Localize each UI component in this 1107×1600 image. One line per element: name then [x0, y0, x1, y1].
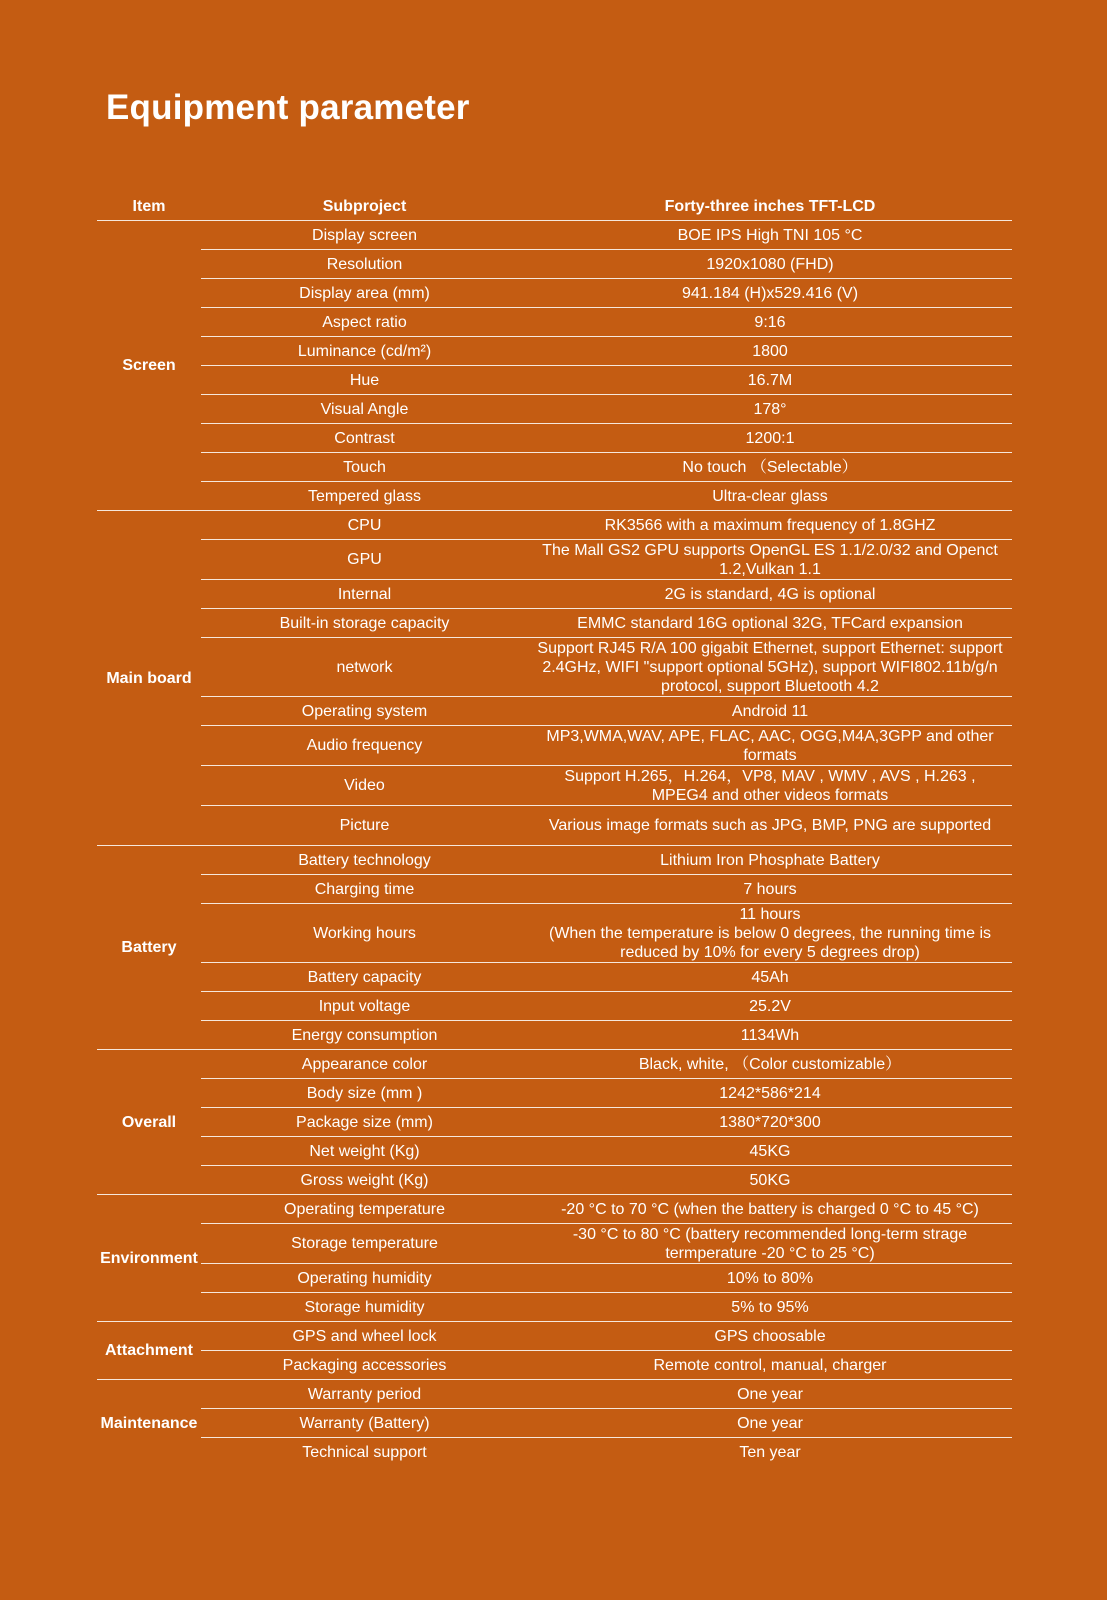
- subproject-cell: Contrast: [201, 424, 528, 453]
- value-cell: 7 hours: [528, 875, 1012, 904]
- subproject-cell: Storage temperature: [201, 1224, 528, 1264]
- subproject-cell: Working hours: [201, 904, 528, 963]
- subproject-cell: Display screen: [201, 221, 528, 250]
- table-row: [97, 1021, 1012, 1050]
- value-cell: The Mall GS2 GPU supports OpenGL ES 1.1/2.0/32 and Openct 1.2,Vulkan 1.1: [528, 540, 1012, 580]
- subproject-cell: Charging time: [201, 875, 528, 904]
- group-label: Overall: [97, 1050, 201, 1195]
- value-cell: No touch （Selectable）: [528, 453, 1012, 482]
- table-row: [97, 337, 1012, 366]
- table-row: [97, 992, 1012, 1021]
- value-cell: 178°: [528, 395, 1012, 424]
- header-item: Item: [97, 193, 201, 221]
- page-title: Equipment parameter: [106, 88, 470, 127]
- subproject-cell: Technical support: [302, 1443, 427, 1461]
- value-cell: 50KG: [528, 1166, 1012, 1195]
- group-label: Environment: [97, 1195, 201, 1322]
- subproject-cell: Audio frequency: [201, 726, 528, 766]
- value-cell: EMMC standard 16G optional 32G, TFCard expansion: [528, 609, 1012, 638]
- table-row: [97, 1322, 1012, 1351]
- table-row: [97, 1195, 1012, 1224]
- table-row: [97, 1264, 1012, 1293]
- value-cell: Android 11: [528, 697, 1012, 726]
- table-row: [97, 511, 1012, 540]
- value-cell: 25.2V: [528, 992, 1012, 1021]
- table-row: [97, 726, 1012, 766]
- value-cell: GPS choosable: [528, 1322, 1012, 1351]
- subproject-cell: network: [201, 638, 528, 697]
- subproject-cell: Internal: [201, 580, 528, 609]
- value-cell: Ultra-clear glass: [528, 482, 1012, 511]
- subproject-cell: GPS and wheel lock: [201, 1322, 528, 1351]
- value-cell: One year: [528, 1409, 1012, 1438]
- value-cell: Ten year: [739, 1443, 801, 1461]
- table-row: [97, 697, 1012, 726]
- value-cell: 1380*720*300: [528, 1108, 1012, 1137]
- subproject-cell: Display area (mm): [201, 279, 528, 308]
- value-cell: -30 °C to 80 °C (battery recommended long-term strage termperature -20 °C to 25 °C): [528, 1224, 1012, 1264]
- table-row: [97, 1137, 1012, 1166]
- table-row: [97, 424, 1012, 453]
- group-label: Battery: [97, 846, 201, 1050]
- value-cell: BOE IPS High TNI 105 °C: [528, 221, 1012, 250]
- table-row: [97, 250, 1012, 279]
- table-row: [97, 1380, 1012, 1409]
- subproject-cell: Appearance color: [201, 1050, 528, 1079]
- subproject-cell: Touch: [201, 453, 528, 482]
- table-row: [97, 1050, 1012, 1079]
- table-row: [97, 1166, 1012, 1195]
- value-cell: 9:16: [528, 308, 1012, 337]
- table-row: [97, 1224, 1012, 1264]
- table-row: [97, 540, 1012, 580]
- value-cell: 11 hours (When the temperature is below 0 degrees, the running time is reduced by 10% for every 5 degrees drop): [528, 904, 1012, 963]
- value-cell: One year: [528, 1380, 1012, 1409]
- spec-table: [97, 193, 1012, 1466]
- subproject-cell: Battery capacity: [201, 963, 528, 992]
- table-row: [97, 766, 1012, 806]
- value-cell: 45Ah: [528, 963, 1012, 992]
- table-row: [97, 279, 1012, 308]
- subproject-cell: Storage humidity: [201, 1293, 528, 1322]
- subproject-cell: Net weight (Kg): [201, 1137, 528, 1166]
- table-row: [97, 453, 1012, 482]
- subproject-cell: Warranty (Battery): [201, 1409, 528, 1438]
- subproject-cell: Energy consumption: [201, 1021, 528, 1050]
- value-cell: Support RJ45 R/A 100 gigabit Ethernet, support Ethernet: support 2.4GHz, WIFI "support optional 5GHz), support WIFI802.11b/g/n protocol, support Bluetooth 4.2: [528, 638, 1012, 697]
- table-row: [97, 366, 1012, 395]
- value-cell: 1200:1: [528, 424, 1012, 453]
- subproject-cell: Warranty period: [201, 1380, 528, 1409]
- group-label: Maintenance: [100, 1414, 198, 1432]
- table-row: [97, 846, 1012, 875]
- table-row: [97, 395, 1012, 424]
- value-cell: 941.184 (H)x529.416 (V): [528, 279, 1012, 308]
- subproject-cell: Operating system: [201, 697, 528, 726]
- table-row: [97, 1108, 1012, 1137]
- value-cell: MP3,WMA,WAV, APE, FLAC, AAC, OGG,M4A,3GPP and other formats: [528, 726, 1012, 766]
- group-label: Main board: [97, 511, 201, 846]
- group-label: Attachment: [97, 1322, 201, 1380]
- value-cell: 10% to 80%: [528, 1264, 1012, 1293]
- table-row: [97, 1409, 1012, 1438]
- subproject-cell: Input voltage: [201, 992, 528, 1021]
- subproject-cell: Aspect ratio: [201, 308, 528, 337]
- spec-table-body: [97, 221, 1012, 1467]
- value-cell: 16.7M: [528, 366, 1012, 395]
- group-label: Screen: [97, 221, 201, 511]
- value-cell: Remote control, manual, charger: [528, 1351, 1012, 1380]
- table-row: [97, 609, 1012, 638]
- subproject-cell: Operating humidity: [201, 1264, 528, 1293]
- value-cell: 1800: [528, 337, 1012, 366]
- subproject-cell: Picture: [201, 806, 528, 846]
- table-row: [97, 875, 1012, 904]
- value-cell: 2G is standard, 4G is optional: [528, 580, 1012, 609]
- subproject-cell: Resolution: [201, 250, 528, 279]
- value-cell: Support H.265，H.264，VP8, MAV , WMV , AVS , H.263 , MPEG4 and other videos formats: [528, 766, 1012, 806]
- subproject-cell: Operating temperature: [201, 1195, 528, 1224]
- table-row: [97, 482, 1012, 511]
- subproject-cell: Visual Angle: [201, 395, 528, 424]
- subproject-cell: Tempered glass: [201, 482, 528, 511]
- table-row: [97, 904, 1012, 963]
- table-row: [97, 221, 1012, 250]
- subproject-cell: Package size (mm): [201, 1108, 528, 1137]
- value-cell: Various image formats such as JPG, BMP, PNG are supported: [528, 806, 1012, 846]
- subproject-cell: Hue: [201, 366, 528, 395]
- subproject-cell: GPU: [201, 540, 528, 580]
- value-cell: 1134Wh: [528, 1021, 1012, 1050]
- table-row: [97, 308, 1012, 337]
- value-cell: 1920x1080 (FHD): [528, 250, 1012, 279]
- subproject-cell: Built-in storage capacity: [201, 609, 528, 638]
- table-row: [97, 963, 1012, 992]
- subproject-cell: Packaging accessories: [201, 1351, 528, 1380]
- table-row: [97, 1438, 1012, 1467]
- header-model: Forty-three inches TFT-LCD: [528, 193, 1012, 221]
- value-cell: Black, white, （Color customizable）: [528, 1050, 1012, 1079]
- header-subproject: Subproject: [201, 193, 528, 221]
- subproject-cell: Battery technology: [201, 846, 528, 875]
- table-header-row: [97, 193, 1012, 221]
- subproject-cell: Gross weight (Kg): [201, 1166, 528, 1195]
- table-row: [97, 638, 1012, 697]
- subproject-cell: Video: [201, 766, 528, 806]
- table-row: [97, 580, 1012, 609]
- value-cell: 45KG: [528, 1137, 1012, 1166]
- value-cell: RK3566 with a maximum frequency of 1.8GHZ: [528, 511, 1012, 540]
- value-cell: Lithium Iron Phosphate Battery: [528, 846, 1012, 875]
- table-row: [97, 1351, 1012, 1380]
- table-row: [97, 806, 1012, 846]
- value-cell: -20 °C to 70 °C (when the battery is charged 0 °C to 45 °C): [528, 1195, 1012, 1224]
- table-row: [97, 1079, 1012, 1108]
- value-cell: 5% to 95%: [528, 1293, 1012, 1322]
- subproject-cell: Luminance (cd/m²): [201, 337, 528, 366]
- value-cell: 1242*586*214: [528, 1079, 1012, 1108]
- subproject-cell: CPU: [201, 511, 528, 540]
- table-row: [97, 1293, 1012, 1322]
- subproject-cell: Body size (mm ): [201, 1079, 528, 1108]
